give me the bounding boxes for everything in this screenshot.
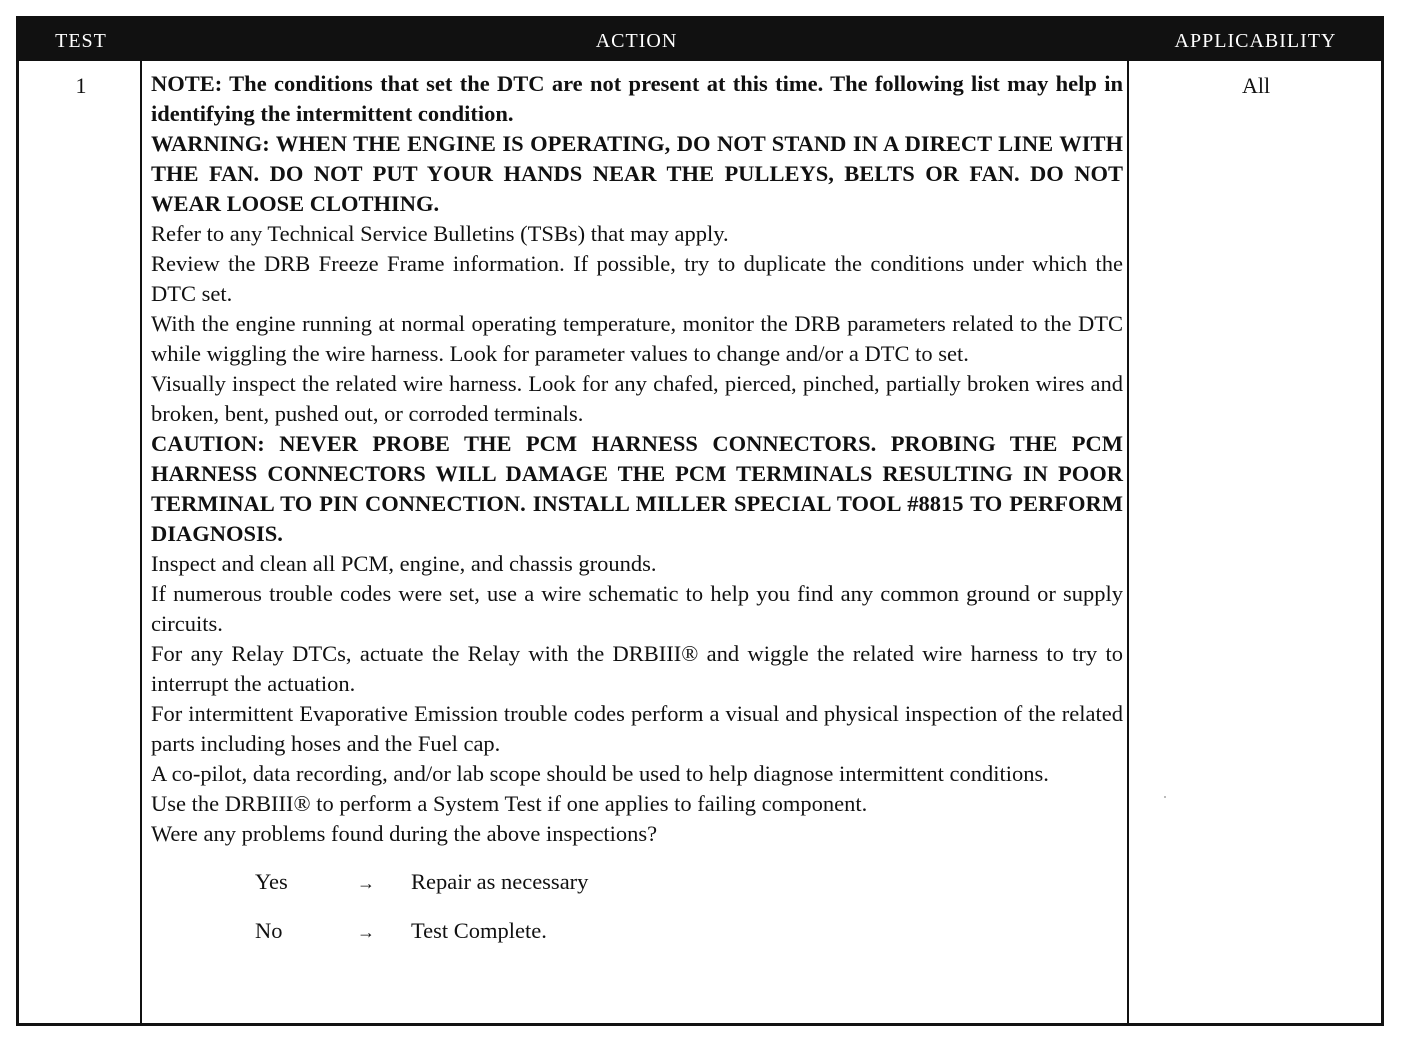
step-text: Inspect and clean all PCM, engine, and chassis grounds. — [151, 551, 657, 576]
step-text: Use the DRBIII® to perform a System Test if one applies to failing component. — [151, 791, 868, 816]
step-text: For intermittent Evaporative Emission trouble codes perform a visual and physical inspection of the related parts including hoses and the Fuel cap. — [151, 701, 1123, 756]
answer-key: Yes — [255, 869, 288, 894]
answer-result: Repair as necessary — [411, 869, 589, 894]
answer-yes — [151, 867, 1123, 916]
step-text: Visually inspect the related wire harness. Look for any chafed, pierced, pinched, partially broken wires and broken, bent, pushed out, or corroded terminals. — [151, 371, 1123, 426]
test-number: 1 — [75, 73, 87, 98]
right-arrow-icon: → — [357, 922, 375, 942]
question-text: Were any problems found during the above inspections? — [151, 821, 658, 846]
step-text: Review the DRB Freeze Frame information. If possible, try to duplicate the conditions under which the DTC set. — [151, 251, 1123, 306]
column-divider — [1127, 61, 1129, 1023]
answer-no — [151, 916, 1123, 965]
step-text: A co-pilot, data recording, and/or lab scope should be used to help diagnose intermittent conditions. — [151, 761, 1049, 786]
right-arrow-icon: → — [357, 873, 375, 893]
step-text: For any Relay DTCs, actuate the Relay with the DRBIII® and wiggle the related wire harness to try to interrupt the actuation. — [151, 641, 1123, 696]
step-text: Refer to any Technical Service Bulletins (TSBs) that may apply. — [151, 221, 729, 246]
note-text: NOTE: The conditions that set the DTC are not present at this time. The following list may help in identifying the intermittent condition. — [151, 71, 1123, 126]
applicability-value: All — [1241, 73, 1271, 98]
answer-result: Test Complete. — [411, 918, 547, 943]
header-test: TEST — [55, 30, 107, 52]
action-cell — [151, 69, 1123, 965]
diagnostic-table — [16, 16, 1384, 1026]
scan-speck — [1164, 796, 1166, 798]
step-text: With the engine running at normal operating temperature, monitor the DRB parameters related to the DTC while wiggling the wire harness. Look for parameter values to change and/or a DTC to set. — [151, 311, 1123, 366]
step-text: If numerous trouble codes were set, use a wire schematic to help you find any common ground or supply circuits. — [151, 581, 1123, 636]
answer-key: No — [255, 918, 283, 943]
table-header — [19, 19, 1381, 61]
column-divider — [140, 61, 142, 1023]
answer-list — [151, 867, 1123, 965]
header-action: ACTION — [595, 30, 678, 52]
caution-text: CAUTION: NEVER PROBE THE PCM HARNESS CONNECTORS. PROBING THE PCM HARNESS CONNECTORS WILL DAMAGE THE PCM TERMINALS RESULTING IN POOR TERMINAL TO PIN CONNECTION. INSTALL MILLER SPECIAL TOOL #8815 TO PERFORM DIAGNOSIS. — [151, 431, 1123, 546]
warning-text: WARNING: WHEN THE ENGINE IS OPERATING, DO NOT STAND IN A DIRECT LINE WITH THE FAN. DO NOT PUT YOUR HANDS NEAR THE PULLEYS, BELTS OR FAN. DO NOT WEAR LOOSE CLOTHING. — [151, 131, 1123, 216]
header-applicability: APPLICABILITY — [1174, 30, 1337, 52]
